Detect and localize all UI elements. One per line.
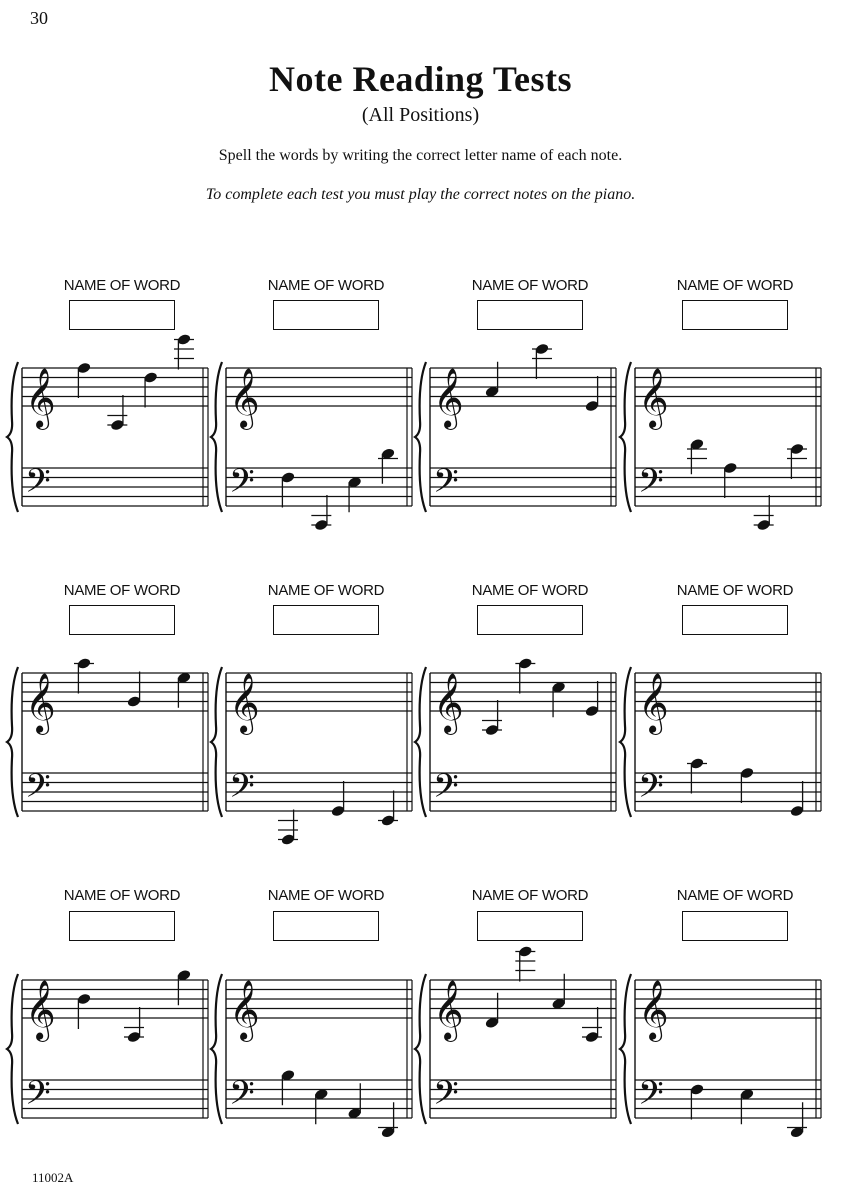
name-of-word-label: NAME OF WORD [471,887,589,904]
bass-clef-icon: 𝄢 [229,767,255,814]
page-number: 30 [30,8,48,28]
catalog-code: 11002A [32,1170,74,1185]
name-of-word-label: NAME OF WORD [63,277,181,294]
name-of-word-label: NAME OF WORD [676,277,794,294]
name-of-word-label: NAME OF WORD [471,277,589,294]
brace [415,974,426,1124]
instruction-italic-text: To complete each test you must play the correct notes on the piano. [205,186,636,203]
name-of-word-label: NAME OF WORD [676,887,794,904]
name-of-word-label: NAME OF WORD [63,582,181,599]
brace [211,362,222,512]
name-of-word-label: NAME OF WORD [267,277,385,294]
treble-clef-icon: 𝄞 [433,673,464,733]
name-of-word-label: NAME OF WORD [471,582,589,599]
bass-clef-icon: 𝄢 [229,1074,255,1121]
treble-clef-icon: 𝄞 [638,368,669,428]
bass-clef-icon: 𝄢 [433,462,459,509]
name-of-word-label: NAME OF WORD [267,887,385,904]
brace [415,362,426,512]
name-of-word-label: NAME OF WORD [267,582,385,599]
bass-clef-icon: 𝄢 [638,462,664,509]
bass-clef-icon: 𝄢 [229,462,255,509]
brace [620,667,631,817]
brace [7,667,18,817]
bass-clef-icon: 𝄢 [638,767,664,814]
treble-clef-icon: 𝄞 [25,673,56,733]
treble-clef-icon: 𝄞 [229,980,260,1040]
instruction-text: Spell the words by writing the correct letter name of each note. [218,147,623,164]
bass-clef-icon: 𝄢 [25,462,51,509]
brace [211,667,222,817]
bass-clef-icon: 𝄢 [25,1074,51,1121]
treble-clef-icon: 𝄞 [25,980,56,1040]
bass-clef-icon: 𝄢 [638,1074,664,1121]
brace [7,974,18,1124]
treble-clef-icon: 𝄞 [229,368,260,428]
page-title: Note Reading Tests [268,59,573,99]
brace [620,362,631,512]
page-subtitle: (All Positions) [361,104,480,126]
bass-clef-icon: 𝄢 [433,767,459,814]
treble-clef-icon: 𝄞 [229,673,260,733]
brace [7,362,18,512]
treble-clef-icon: 𝄞 [433,368,464,428]
bass-clef-icon: 𝄢 [433,1074,459,1121]
treble-clef-icon: 𝄞 [433,980,464,1040]
treble-clef-icon: 𝄞 [25,368,56,428]
brace [415,667,426,817]
name-of-word-label: NAME OF WORD [676,582,794,599]
name-of-word-label: NAME OF WORD [63,887,181,904]
treble-clef-icon: 𝄞 [638,980,669,1040]
bass-clef-icon: 𝄢 [25,767,51,814]
treble-clef-icon: 𝄞 [638,673,669,733]
brace [211,974,222,1124]
brace [620,974,631,1124]
